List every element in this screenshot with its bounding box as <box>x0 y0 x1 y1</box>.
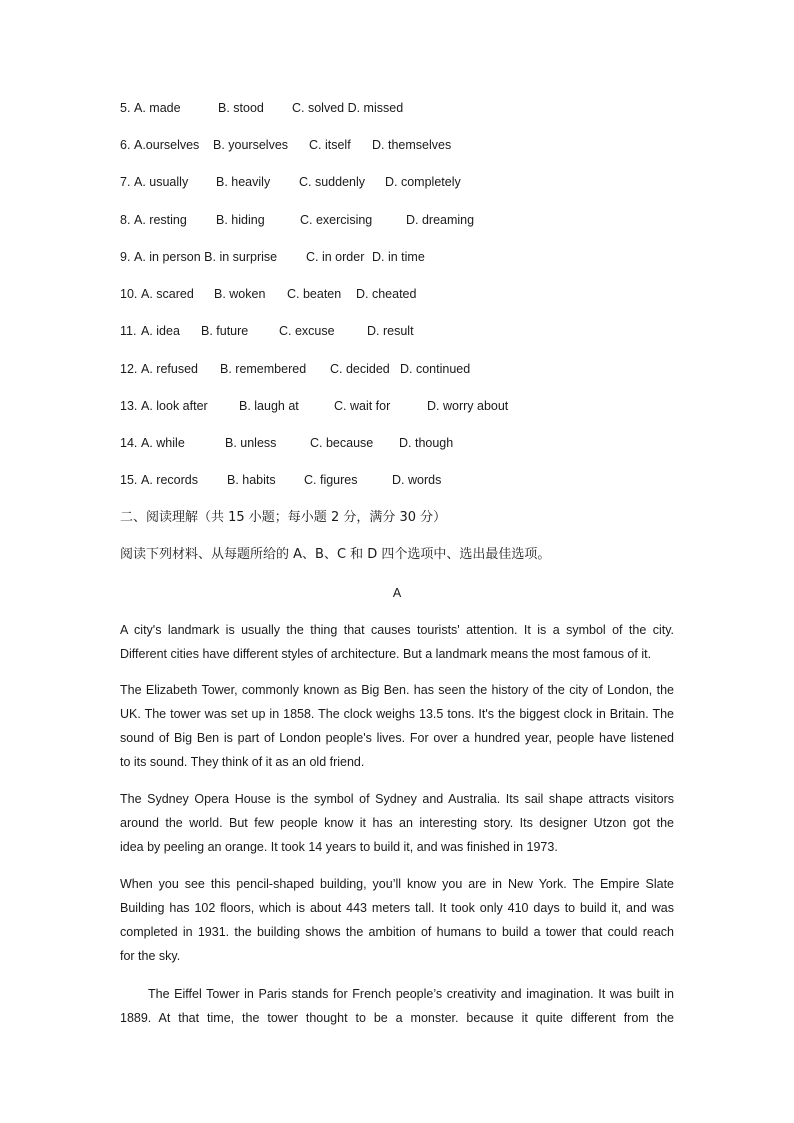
paragraph-4 <box>120 872 674 968</box>
option-c: C. itself <box>309 138 351 152</box>
paragraph-line: Different cities have different styles of architecture. But a landmark means the most famous of it. <box>120 647 652 661</box>
option-b: B. habits <box>227 473 276 487</box>
option-b: B. woken <box>214 287 266 301</box>
question-number: 12. <box>120 362 138 376</box>
option-d: D. words <box>392 473 442 487</box>
question-number: 14. <box>120 436 138 450</box>
option-a: A. in person B. in surprise <box>134 250 278 264</box>
question-number: 10. <box>120 287 138 301</box>
option-d: D. completely <box>385 175 461 189</box>
paragraph-line: The Elizabeth Tower, commonly known as Big Ben. has seen the history of the city of London, the <box>120 683 674 697</box>
paragraph-line: idea by peeling an orange. It took 14 years to build it, and was finished in 1973. <box>120 840 558 854</box>
paragraph-3 <box>120 787 674 859</box>
option-a: A. idea <box>141 324 180 338</box>
question-number: 13. <box>120 399 138 413</box>
paragraph-line: sound of Big Ben is part of London people's lives. For over a hundred year, people have listened <box>120 731 674 745</box>
option-b: B. heavily <box>216 175 271 189</box>
paragraph-line: The Eiffel Tower in Paris stands for French people’s creativity and imagination. It was built in <box>148 987 674 1001</box>
paragraph-line: to its sound. They think of it as an old friend. <box>120 755 365 769</box>
option-c: C. because <box>310 436 374 450</box>
paragraph-5 <box>120 982 674 1030</box>
paragraph-line: UK. The tower was set up in 1858. The clock weighs 13.5 tons. It's the biggest clock in Britain. The <box>120 707 674 721</box>
option-a: A. usually <box>134 175 189 189</box>
option-d: D. dreaming <box>406 213 475 227</box>
option-b: B. stood <box>218 101 264 115</box>
option-b: B. laugh at <box>239 399 299 413</box>
option-b: B. unless <box>225 436 277 450</box>
option-a: A. records <box>141 473 198 487</box>
option-b: B. hiding <box>216 213 265 227</box>
option-c: C. exercising <box>300 213 373 227</box>
option-c: C. suddenly <box>299 175 366 189</box>
paragraph-2 <box>120 678 674 774</box>
passage-label: A <box>392 586 402 600</box>
paragraph-line: The Sydney Opera House is the symbol of Sydney and Australia. Its sail shape attracts visitors <box>120 792 674 806</box>
question-number: 6. <box>120 138 131 152</box>
option-d: D. themselves <box>372 138 452 152</box>
paragraph-line: completed in 1931. the building shows the ambition of humans to build a tower that could reach <box>120 925 674 939</box>
option-a: A. refused <box>141 362 198 376</box>
paragraph-line: 1889. At that time, the tower thought to be a monster. because it quite different from the <box>120 1011 674 1025</box>
paragraph-line: for the sky. <box>120 949 181 963</box>
option-c: C. wait for <box>334 399 391 413</box>
paragraph-line: around the world. But few people know it has an interesting story. Its designer Utzon got the <box>120 816 674 830</box>
option-b: B. remembered <box>220 362 307 376</box>
option-a: A.ourselves <box>134 138 200 152</box>
option-d: D. result <box>367 324 414 338</box>
question-number: 15. <box>120 473 138 487</box>
option-c: C. figures <box>304 473 358 487</box>
question-number: 9. <box>120 250 131 264</box>
option-a: A. scared <box>141 287 194 301</box>
option-b: B. yourselves <box>213 138 289 152</box>
question-number: 8. <box>120 213 131 227</box>
paragraph-line: When you see this pencil-shaped building, you’ll know you are in New York. The Empire Slate <box>120 877 674 891</box>
paragraph-line: A city's landmark is usually the thing that causes tourists' attention. It is a symbol of the city. <box>120 623 674 637</box>
question-number: 11. <box>120 324 137 338</box>
paragraph-line: Building has 102 floors, which is about 443 meters tall. It took only 410 days to build it, and was <box>120 901 674 915</box>
option-c: C. solved D. missed <box>292 101 404 115</box>
option-d: D. continued <box>400 362 471 376</box>
paragraph-1 <box>120 618 674 666</box>
option-c: C. decided <box>330 362 390 376</box>
option-a: A. resting <box>134 213 187 227</box>
option-d: D. in time <box>372 250 425 264</box>
question-number: 5. <box>120 101 131 115</box>
question-number: 7. <box>120 175 131 189</box>
option-c: C. in order <box>306 250 365 264</box>
option-a: A. made <box>134 101 181 115</box>
section-title: 二、阅读理解（共 15 小题；每小题 2 分，满分 30 分） <box>120 510 447 525</box>
option-d: D. worry about <box>427 399 509 413</box>
option-b: B. future <box>201 324 249 338</box>
option-d: D. though <box>399 436 454 450</box>
option-d: D. cheated <box>356 287 417 301</box>
section-instruction: 阅读下列材料、从每题所给的 A、B、C 和 D 四个选项中、选出最佳选项。 <box>120 547 551 562</box>
option-a: A. while <box>141 436 185 450</box>
option-c: C. excuse <box>279 324 335 338</box>
option-a: A. look after <box>141 399 208 413</box>
option-c: C. beaten <box>287 287 342 301</box>
